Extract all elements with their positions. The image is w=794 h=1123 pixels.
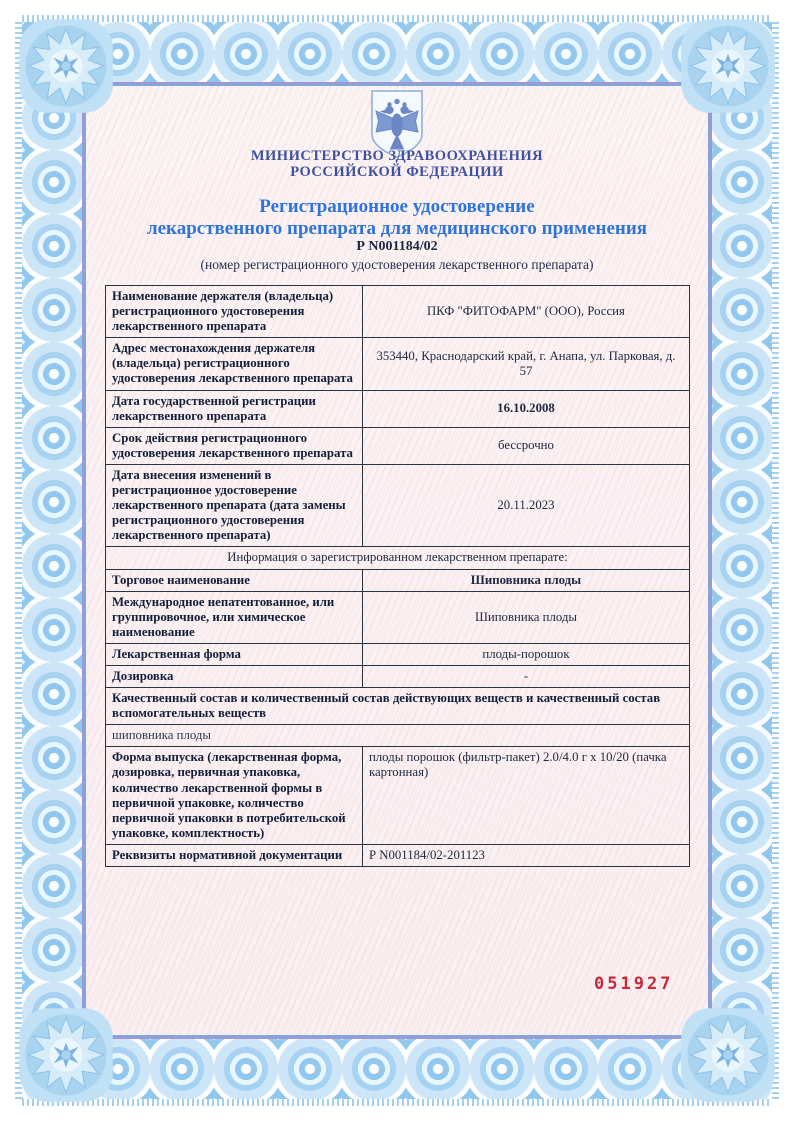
border-strip-right: [710, 22, 772, 1099]
table-row: [106, 591, 690, 643]
field-value-fullwidth: шиповника плоды: [106, 725, 690, 747]
field-label: Дата государственной регистрации лекарственного препарата: [106, 390, 363, 427]
serial-number: 051927: [594, 974, 674, 994]
corner-rosette-icon: [14, 1003, 118, 1107]
field-label: Форма выпуска (лекарственная форма, дозировка, первичная упаковка, количество лекарственной формы в первичной упаковке, количество первичной упаковки в потребительской упаковке, комплектность): [106, 747, 363, 845]
ministry-line2: РОССИЙСКОЙ ФЕДЕРАЦИИ: [290, 164, 504, 181]
corner-rosette-icon: [676, 1003, 780, 1107]
field-value: плоды порошок (фильтр-пакет) 2.0/4.0 г х 10/20 (пачка картонная): [362, 747, 689, 845]
border-strip-bottom: [22, 1037, 772, 1099]
field-label: Дата внесения изменений в регистрационное удостоверение лекарственного препарата (дата замены регистрационного удостоверения лекарственного препарата): [106, 464, 363, 546]
field-value: бессрочно: [362, 427, 689, 464]
border-strip-top: [22, 22, 772, 84]
field-label: Международное непатентованное, или группировочное, или химическое наименование: [106, 591, 363, 643]
corner-rosette-icon: [14, 14, 118, 118]
field-value: -: [362, 665, 689, 687]
field-value: 353440, Краснодарский край, г. Анапа, ул. Парковая, д. 57: [362, 338, 689, 390]
field-value: ПКФ "ФИТОФАРМ" (ООО), Россия: [362, 286, 689, 338]
field-value: Р N001184/02-201123: [362, 844, 689, 866]
decorative-border: [22, 22, 772, 1099]
field-value: плоды-порошок: [362, 643, 689, 665]
table-row: [106, 390, 690, 427]
table-row: [106, 338, 690, 390]
table-row: [106, 747, 690, 845]
field-value: 16.10.2008: [362, 390, 689, 427]
table-row: [106, 725, 690, 747]
field-label: Дозировка: [106, 665, 363, 687]
table-row: [106, 569, 690, 591]
field-label: Реквизиты нормативной документации: [106, 844, 363, 866]
table-row: [106, 665, 690, 687]
table-row: [106, 643, 690, 665]
field-label: Адрес местонахождения держателя (владельца) регистрационного удостоверения лекарственного препарата: [106, 338, 363, 390]
field-value: Шиповника плоды: [362, 569, 689, 591]
ministry-name: [86, 148, 708, 180]
certificate-body: [84, 84, 710, 1037]
field-label: Срок действия регистрационного удостоверения лекарственного препарата: [106, 427, 363, 464]
table-row: [106, 688, 690, 725]
field-label: Торговое наименование: [106, 569, 363, 591]
section-header: Информация о зарегистрированном лекарственном препарате:: [106, 547, 690, 569]
table-row: [106, 427, 690, 464]
field-value: Шиповника плоды: [362, 591, 689, 643]
table-row: [106, 464, 690, 546]
field-label-fullwidth: Качественный состав и количественный состав действующих веществ и качественный состав вспомогательных веществ: [106, 688, 690, 725]
title-line2: лекарственного препарата для медицинского применения: [146, 218, 648, 240]
corner-rosette-icon: [676, 14, 780, 118]
document-title: [86, 196, 708, 241]
field-value: 20.11.2023: [362, 464, 689, 546]
registration-number: Р N001184/02: [356, 239, 438, 254]
title-line1: Регистрационное удостоверение: [259, 196, 535, 217]
border-strip-left: [22, 22, 84, 1099]
table-row: [106, 844, 690, 866]
table-row: [106, 547, 690, 569]
table-row: [106, 286, 690, 338]
field-label: Лекарственная форма: [106, 643, 363, 665]
registration-number-caption: (номер регистрационного удостоверения лекарственного препарата): [200, 257, 594, 272]
registration-table: [105, 285, 690, 867]
field-label: Наименование держателя (владельца) регистрационного удостоверения лекарственного препарата: [106, 286, 363, 338]
ministry-line1: МИНИСТЕРСТВО ЗДРАВООХРАНЕНИЯ: [250, 148, 544, 164]
